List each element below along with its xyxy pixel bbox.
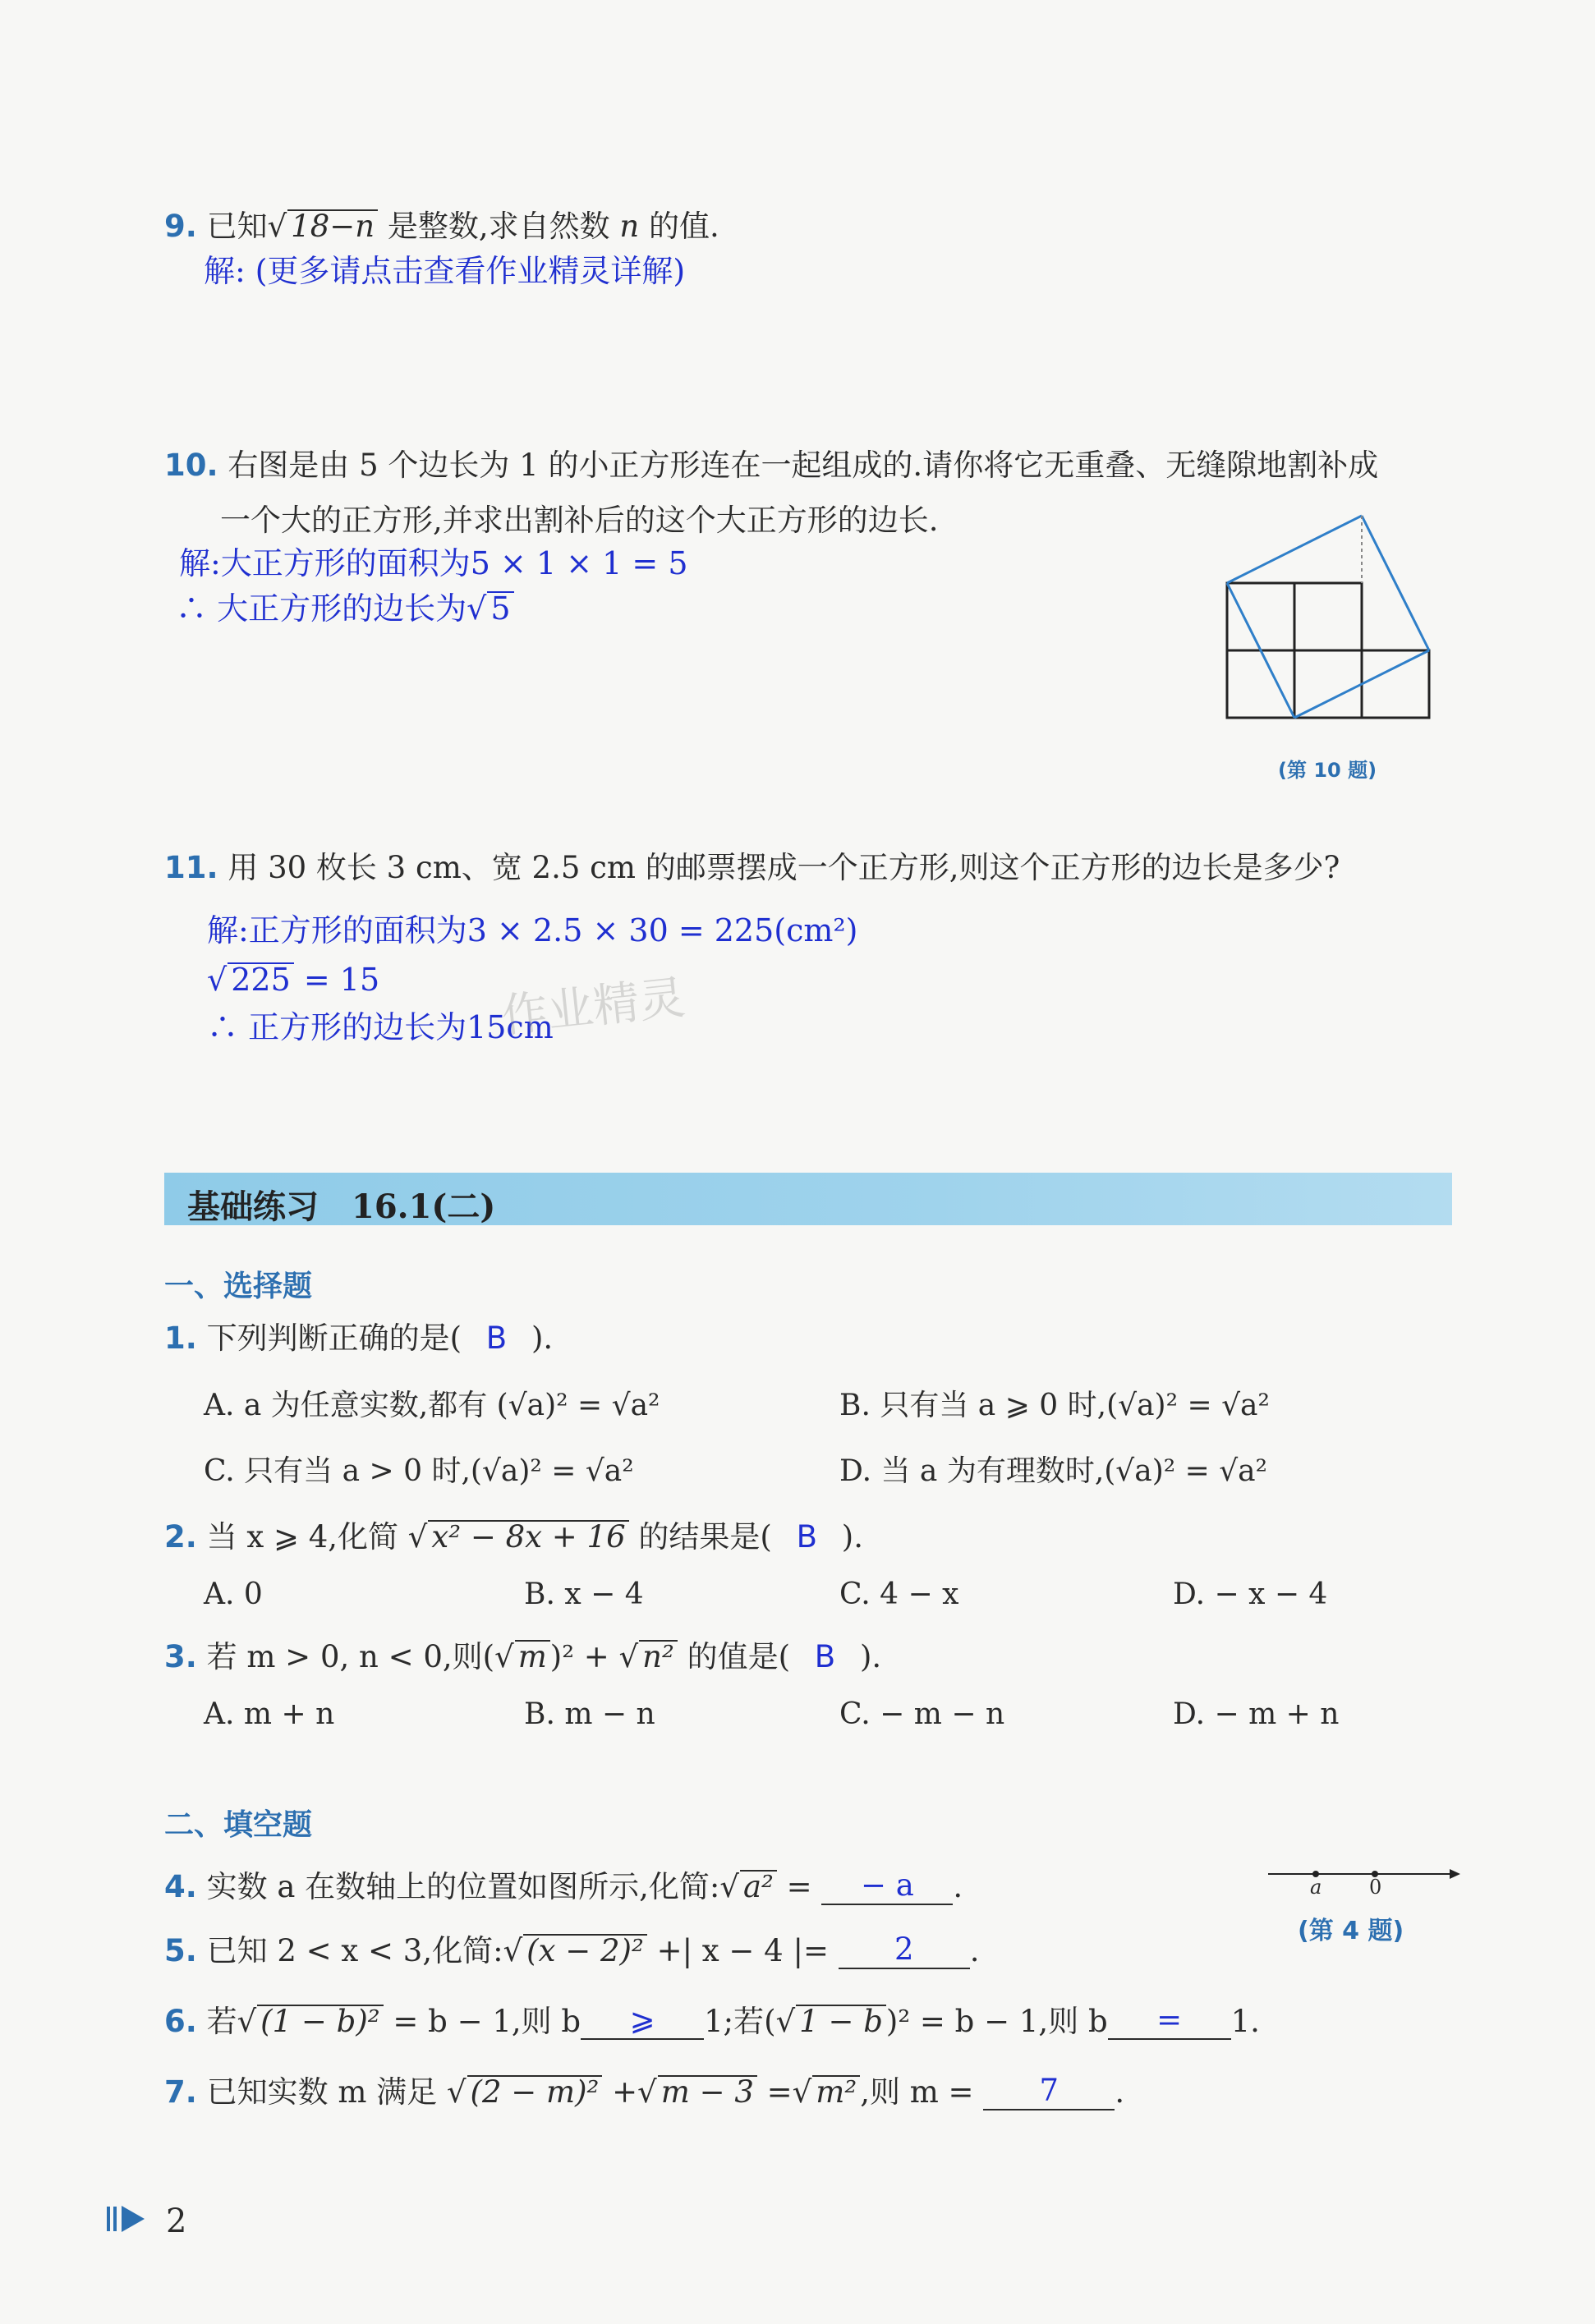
q7-eq: = [766, 2074, 793, 2110]
q2-number: 2. [164, 1519, 197, 1555]
q2-answer: B [796, 1519, 817, 1555]
axis-arrow [1450, 1869, 1460, 1879]
part1-title: 一、选择题 [164, 1270, 313, 1303]
q3-option-c: C. − m − n [839, 1697, 1005, 1731]
q3-line: 3. 若 m > 0, n < 0,则(√ m )² + √ n² 的值是( B ). [164, 1639, 882, 1674]
q6-radicand1: (1 − b)² [257, 2005, 383, 2038]
q10-number: 10. [164, 448, 218, 483]
q1-line [164, 1320, 553, 1357]
q2-option-a: A. 0 [204, 1578, 263, 1611]
q10-answer2-pre: ∴ 大正方形的边长为 [176, 590, 467, 627]
q9-tail: 的值. [648, 209, 719, 244]
q4-number: 4. [164, 1869, 197, 1904]
q7-post: ,则 m = [860, 2074, 974, 2110]
q10-text1: 右图是由 5 个边长为 1 的小正方形连在一起组成的.请你将它无重叠、无缝隙地割补成 [228, 448, 1379, 483]
square-4 [1294, 650, 1362, 718]
q3-option-a: A. m + n [204, 1697, 335, 1731]
q10-answer2: ∴ 大正方形的边长为√ 5 [176, 590, 514, 627]
q1-text: 下列判断正确的是( [206, 1320, 462, 1356]
q4-number-line [1265, 1858, 1462, 1890]
q7-radicand1: (2 − m)² [467, 2075, 603, 2109]
q6-end: 1. [1230, 2004, 1260, 2039]
q3-mid: )² + [549, 1639, 609, 1674]
q2-close: ). [841, 1519, 863, 1555]
q2-line: 2. 当 x ⩾ 4,化简 √ x² − 8x + 16 的结果是( B ). [164, 1519, 863, 1555]
q9-pre: 已知 [206, 209, 268, 244]
q11-number: 11. [164, 850, 218, 885]
q3-pre: 若 m > 0, n < 0,则( [206, 1639, 495, 1674]
q7-radicand2: m − 3 [658, 2075, 757, 2109]
q6-mid2: 1;若( [704, 2004, 776, 2039]
q7-plus: + [612, 2074, 638, 2110]
cut-line-2 [1362, 516, 1429, 650]
q10-line1 [164, 448, 1378, 484]
q3-option-b: B. m − n [524, 1697, 655, 1731]
q1-option-c: C. 只有当 a > 0 时,(√a)² = √a² [204, 1454, 634, 1488]
q7-line: 7. 已知实数 m 满足 √ (2 − m)² +√ m − 3 =√ m² ,则 m = 7 . [164, 2073, 1125, 2110]
q11-answer2-post: = 15 [303, 962, 380, 998]
q2-pre: 当 x ⩾ 4,化简 [206, 1519, 399, 1555]
q6-answer2: = [1108, 2002, 1231, 2040]
q3-post: 的值是( [687, 1639, 791, 1674]
q6-answer1: ⩾ [581, 2002, 704, 2040]
q5-radicand: (x − 2)² [523, 1934, 647, 1968]
q9-var: n [619, 209, 640, 244]
square-5 [1362, 650, 1429, 718]
q6-radicand2: 1 − b [796, 2005, 886, 2038]
footer-marker [107, 2206, 145, 2232]
q6-line: 6. 若√ (1 − b)² = b − 1,则 b ⩾ 1;若(√ 1 − b )² = b − 1,则 b = 1. [164, 2002, 1260, 2039]
q4-line: 4. 实数 a 在数轴上的位置如图所示,化简:√ a² = − a . [164, 1867, 963, 1904]
q2-post: 的结果是( [638, 1519, 772, 1555]
q4-eq: = [786, 1869, 812, 1904]
q4-caption: (第 4 题) [1298, 1917, 1404, 1945]
q10-figure [1216, 501, 1478, 739]
q1-number: 1. [164, 1320, 197, 1356]
q11-answer3: ∴ 正方形的边长为15cm [207, 1009, 554, 1045]
q5-post: +| x − 4 |= [656, 1933, 829, 1968]
watermark: 作业精灵 [499, 971, 688, 1044]
q1-option-d: D. 当 a 为有理数时,(√a)² = √a² [839, 1454, 1268, 1488]
q10-answer1: 解:大正方形的面积为5 × 1 × 1 = 5 [179, 545, 688, 581]
square-1 [1227, 583, 1294, 650]
q11-answer2: √ 225 = 15 [207, 962, 380, 998]
cut-line-1 [1227, 516, 1362, 583]
q2-option-d: D. − x − 4 [1173, 1578, 1328, 1611]
q5-end: . [969, 1933, 980, 1968]
q10-line2: 一个大的正方形,并求出割补后的这个大正方形的边长. [220, 503, 939, 538]
q4-axis-0-label: 0 [1369, 1876, 1382, 1899]
q6-mid3: )² = b − 1,则 b [885, 2004, 1108, 2039]
q5-answer: 2 [839, 1931, 970, 1969]
footer-play-icon [122, 2206, 145, 2232]
q9-detail-link[interactable]: (更多请点击查看作业精灵详解) [255, 253, 686, 289]
square-3 [1227, 650, 1294, 718]
section-title: 基础练习 16.1(二) [187, 1187, 496, 1226]
q9-radicand: 18−n [287, 209, 378, 243]
footer-bars-icon [107, 2207, 110, 2231]
q7-answer: 7 [983, 2073, 1115, 2110]
q1-close: ). [531, 1320, 554, 1356]
q3-radicand2: n² [639, 1640, 678, 1674]
q11-line [164, 850, 1340, 886]
q3-answer: B [814, 1639, 836, 1674]
q4-end: . [953, 1869, 963, 1904]
q1-answer: B [485, 1320, 508, 1356]
q5-number: 5. [164, 1933, 197, 1968]
q3-option-d: D. − m + n [1173, 1697, 1340, 1731]
q6-pre: 若 [206, 2004, 237, 2039]
q11-answer2-radicand: 225 [228, 962, 294, 997]
q4-radicand: a² [740, 1870, 777, 1904]
q4-axis-a-label: a [1310, 1876, 1322, 1899]
q3-close: ). [859, 1639, 882, 1674]
q1-option-b: B. 只有当 a ⩾ 0 时,(√a)² = √a² [839, 1389, 1270, 1422]
q9-answer-line [204, 253, 685, 290]
q10-caption: (第 10 题) [1278, 759, 1377, 782]
q9-answer-label: 解: [204, 253, 246, 289]
q11-answer1: 解:正方形的面积为3 × 2.5 × 30 = 225(cm²) [207, 912, 858, 948]
q1-option-a: A. a 为任意实数,都有 (√a)² = √a² [204, 1389, 660, 1422]
q6-number: 6. [164, 2004, 197, 2039]
square-2 [1294, 583, 1362, 650]
q7-radicand3: m² [812, 2075, 860, 2109]
q7-number: 7. [164, 2074, 197, 2110]
q2-option-c: C. 4 − x [839, 1578, 959, 1611]
q2-radicand: x² − 8x + 16 [428, 1520, 628, 1554]
q4-answer: − a [821, 1867, 953, 1905]
q9-line: 9. 已知√ 18−n 是整数,求自然数 n 的值. [164, 209, 719, 244]
q7-end: . [1115, 2074, 1125, 2110]
q10-answer2-radicand: 5 [487, 591, 513, 626]
q5-pre: 已知 2 < x < 3,化简: [206, 1933, 503, 1968]
q2-option-b: B. x − 4 [524, 1578, 644, 1611]
q9-post: 是整数,求自然数 [387, 209, 610, 244]
q7-pre: 已知实数 m 满足 [206, 2074, 438, 2110]
part2-title: 二、填空题 [164, 1808, 313, 1842]
footer-bar-2 [113, 2207, 117, 2231]
q4-pre: 实数 a 在数轴上的位置如图所示,化简: [206, 1869, 720, 1904]
page-number: 2 [166, 2202, 187, 2240]
q9-number: 9. [164, 209, 197, 244]
q11-text: 用 30 枚长 3 cm、宽 2.5 cm 的邮票摆成一个正方形,则这个正方形的边长是多少? [228, 850, 1340, 885]
q3-radicand1: m [515, 1640, 550, 1674]
q6-mid1: = b − 1,则 b [393, 2004, 581, 2039]
q5-line: 5. 已知 2 < x < 3,化简:√ (x − 2)² +| x − 4 |= 2 . [164, 1931, 980, 1968]
q3-number: 3. [164, 1639, 197, 1674]
